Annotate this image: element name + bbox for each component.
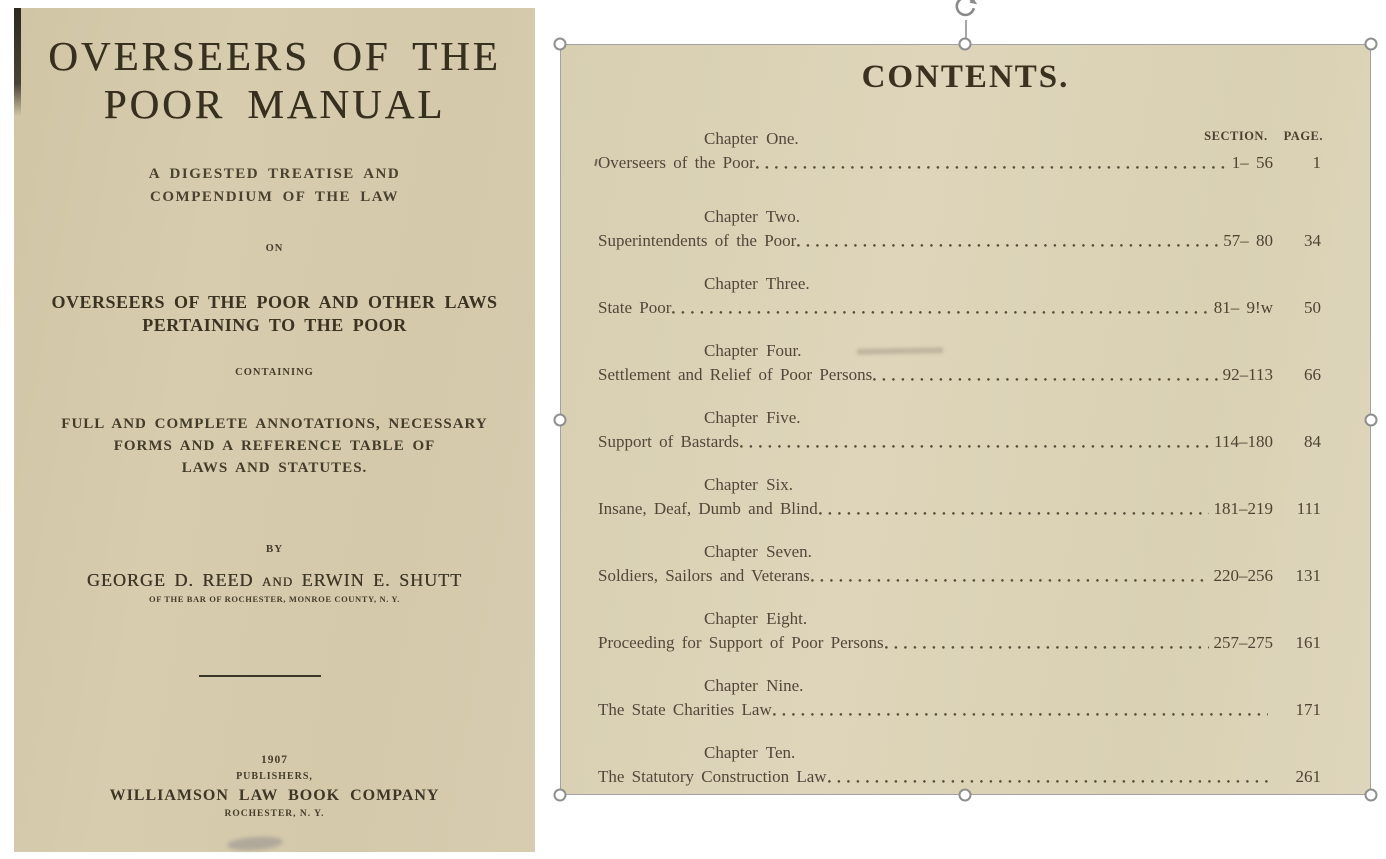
rotate-handle-icon[interactable]: [952, 0, 978, 21]
toc-entry: [598, 339, 1321, 387]
toc-row: [598, 430, 1321, 454]
dot-leader: [811, 564, 1209, 588]
book-subtitle: [14, 163, 535, 209]
entry-section: 81– 9!w: [1213, 298, 1273, 317]
resize-handle-top-center[interactable]: [959, 38, 972, 51]
toc-entry: [598, 607, 1321, 655]
entry-title: Overseers of the Poor: [598, 153, 755, 172]
toc-row: [598, 151, 1321, 175]
entry-page: 50: [1304, 298, 1321, 317]
toc-row: [598, 631, 1321, 655]
entry-page: 111: [1296, 499, 1321, 518]
entry-page: 261: [1295, 767, 1321, 786]
entry-title: Superintendents of the Poor: [598, 231, 797, 250]
title-page-image[interactable]: [14, 8, 535, 852]
toc-entry: [598, 741, 1321, 789]
topic-heading: [14, 291, 535, 337]
author-2: ERWIN E. SHUTT: [301, 570, 463, 590]
book-title: [14, 32, 535, 128]
chapter-heading: Chapter Four.: [704, 341, 802, 360]
description-block: [14, 413, 535, 479]
entry-page: 171: [1295, 700, 1321, 719]
toc-row: [598, 564, 1321, 588]
entry-section: 57– 80: [1223, 231, 1273, 250]
entry-section: 1– 56: [1231, 153, 1273, 172]
chapter-heading: Chapter Eight.: [704, 609, 808, 628]
authors-line: [14, 570, 535, 591]
chapter-heading: Chapter Two.: [704, 207, 800, 226]
authors-affiliation: OF THE BAR OF ROCHESTER, MONROE COUNTY, N. Y.: [148, 594, 401, 604]
toc-entry: [598, 540, 1321, 588]
contents-title: CONTENTS.: [861, 59, 1070, 95]
entry-title: Settlement and Relief of Poor Persons: [598, 365, 873, 384]
toc-row: [598, 765, 1321, 789]
dot-leader: [672, 296, 1208, 320]
entry-title: Soldiers, Sailors and Veterans: [598, 566, 810, 585]
toc-row: [598, 296, 1321, 320]
publishers-label: PUBLISHERS,: [236, 771, 313, 782]
toc-entry: [598, 127, 1321, 175]
resize-handle-bottom-right[interactable]: [1365, 789, 1378, 802]
entry-section: 257–275: [1213, 633, 1273, 652]
resize-handle-bottom-center[interactable]: [959, 789, 972, 802]
resize-handle-middle-right[interactable]: [1365, 414, 1378, 427]
book-subtitle-line2: COMPENDIUM OF THE LAW: [150, 189, 399, 205]
dot-leader: [773, 698, 1268, 722]
entry-title: Proceeding for Support of Poor Persons: [598, 633, 884, 652]
entry-page: 84: [1304, 432, 1321, 451]
resize-handle-middle-left[interactable]: [554, 414, 567, 427]
dot-leader: [819, 497, 1209, 521]
dot-leader: [828, 765, 1268, 789]
toc-row: [598, 497, 1321, 521]
entry-title: Insane, Deaf, Dumb and Blind: [598, 499, 818, 518]
publication-year: 1907: [261, 754, 288, 766]
book-title-line2: POOR MANUAL: [103, 81, 446, 127]
handwriting-smudge: [227, 835, 284, 852]
topic-heading-line2: PERTAINING TO THE POOR: [142, 315, 407, 335]
entry-section: 220–256: [1213, 566, 1273, 585]
description-line2: FORMS AND A REFERENCE TABLE OF: [113, 438, 436, 454]
dot-leader: [756, 151, 1227, 175]
book-subtitle-line1: A DIGESTED TREATISE AND: [148, 166, 401, 182]
selected-contents-image[interactable]: [560, 44, 1371, 795]
toc-row: [598, 698, 1321, 722]
entry-title: The State Charities Law: [598, 700, 772, 719]
chapter-heading: Chapter Three.: [704, 274, 810, 293]
entry-section: 181–219: [1213, 499, 1273, 518]
resize-handle-bottom-left[interactable]: [554, 789, 567, 802]
containing-label: CONTAINING: [235, 367, 314, 378]
entry-section: 114–180: [1214, 432, 1273, 451]
on-label: ON: [265, 243, 284, 254]
book-title-line1: OVERSEERS OF THE: [48, 33, 501, 79]
topic-heading-line1: OVERSEERS OF THE POOR AND OTHER LAWS: [51, 292, 498, 312]
author-conjunction: AND: [261, 574, 294, 589]
toc-entry: [598, 205, 1321, 253]
section-column-header: SECTION.: [1204, 129, 1268, 143]
toc-row: [598, 229, 1321, 253]
entry-page: 161: [1295, 633, 1321, 652]
entry-section: 92–113: [1222, 365, 1273, 384]
divider-rule: [199, 675, 321, 677]
toc-entry: [598, 473, 1321, 521]
resize-handle-top-right[interactable]: [1365, 38, 1378, 51]
toc-entry: [598, 406, 1321, 454]
publisher-city: ROCHESTER, N. Y.: [224, 809, 325, 819]
resize-handle-top-left[interactable]: [554, 38, 567, 51]
description-line3: LAWS AND STATUTES.: [181, 460, 368, 476]
entry-page: 34: [1304, 231, 1321, 250]
chapter-heading: Chapter Nine.: [704, 676, 804, 695]
dot-leader: [873, 363, 1217, 387]
entry-title: The Statutory Construction Law: [598, 767, 827, 786]
toc-entries: [598, 127, 1321, 808]
author-1: GEORGE D. REED: [86, 570, 254, 590]
entry-page: 1: [1312, 153, 1321, 172]
dot-leader: [797, 229, 1218, 253]
toc-entry: [598, 674, 1321, 722]
dot-leader: [740, 430, 1209, 454]
dot-leader: [885, 631, 1209, 655]
toc-row: [598, 363, 1321, 387]
entry-title: State Poor: [598, 298, 672, 317]
toc-entry: [598, 272, 1321, 320]
entry-page: 131: [1295, 566, 1321, 585]
description-line1: FULL AND COMPLETE ANNOTATIONS, NECESSARY: [61, 416, 488, 432]
entry-page: 66: [1304, 365, 1321, 384]
page-column-header: PAGE.: [1283, 129, 1323, 143]
chapter-heading: Chapter One.: [704, 129, 799, 148]
chapter-heading: Chapter Six.: [704, 475, 793, 494]
chapter-heading: Chapter Ten.: [704, 743, 796, 762]
chapter-heading: Chapter Five.: [704, 408, 801, 427]
publisher-name: WILLIAMSON LAW BOOK COMPANY: [109, 787, 440, 804]
entry-title: Support of Bastards: [598, 432, 740, 451]
chapter-heading: Chapter Seven.: [704, 542, 812, 561]
by-label: BY: [265, 543, 284, 555]
